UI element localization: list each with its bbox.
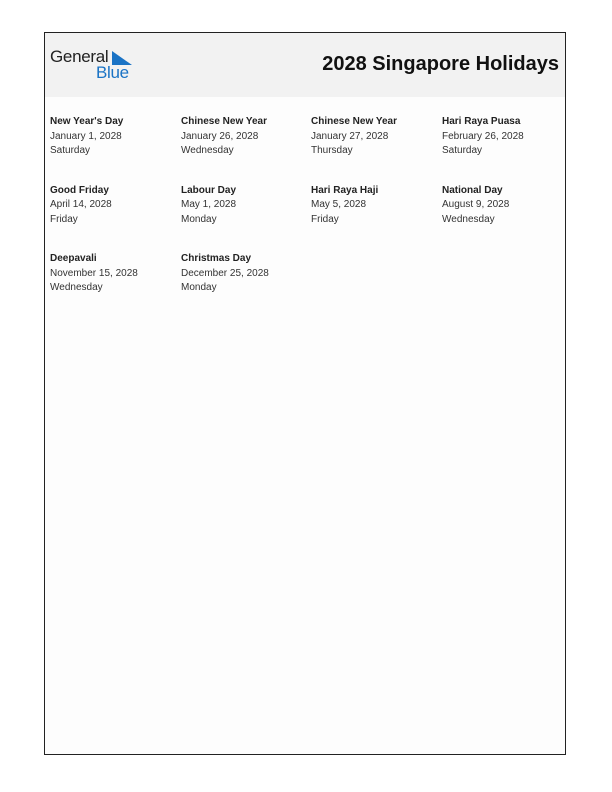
holiday-date: January 1, 2028 bbox=[50, 130, 122, 142]
holiday-name: Labour Day bbox=[181, 184, 237, 196]
holiday-weekday: Thursday bbox=[311, 145, 353, 156]
holiday-date: April 14, 2028 bbox=[50, 199, 112, 210]
holiday-item bbox=[50, 115, 181, 159]
holiday-grid bbox=[50, 115, 570, 296]
holiday-date: November 15, 2028 bbox=[50, 267, 138, 279]
holiday-date: February 26, 2028 bbox=[442, 130, 524, 142]
holiday-name: New Year's Day bbox=[50, 116, 124, 127]
holiday-date: January 27, 2028 bbox=[311, 130, 389, 142]
calendar-page bbox=[44, 32, 566, 755]
holiday-item bbox=[50, 184, 181, 228]
holiday-weekday: Wednesday bbox=[442, 213, 495, 225]
holiday-name: Hari Raya Puasa bbox=[442, 116, 521, 127]
holiday-name: National Day bbox=[442, 184, 503, 196]
holiday-weekday: Saturday bbox=[50, 145, 91, 156]
holiday-weekday: Monday bbox=[181, 282, 217, 293]
logo-general-text: General bbox=[50, 47, 109, 66]
holiday-date: December 25, 2028 bbox=[181, 267, 269, 279]
holiday-item bbox=[311, 184, 442, 228]
holiday-item bbox=[442, 115, 567, 159]
page-header bbox=[45, 33, 565, 97]
holiday-item bbox=[50, 252, 181, 296]
holiday-date: May 5, 2028 bbox=[311, 199, 367, 210]
holiday-weekday: Friday bbox=[50, 213, 78, 225]
holiday-date: August 9, 2028 bbox=[442, 199, 510, 210]
holiday-item bbox=[181, 252, 311, 296]
holiday-weekday: Saturday bbox=[442, 145, 483, 156]
logo[interactable] bbox=[50, 47, 140, 83]
holiday-date: January 26, 2028 bbox=[181, 130, 259, 142]
holiday-weekday: Wednesday bbox=[181, 145, 234, 156]
holiday-weekday: Friday bbox=[311, 213, 339, 225]
holiday-item bbox=[181, 115, 311, 159]
page-title: 2028 Singapore Holidays bbox=[322, 53, 559, 75]
holiday-name: Deepavali bbox=[50, 253, 97, 264]
holiday-name: Chinese New Year bbox=[181, 116, 267, 127]
holiday-name: Christmas Day bbox=[181, 253, 252, 264]
logo-blue-text: Blue bbox=[96, 63, 129, 82]
holiday-item bbox=[311, 115, 442, 159]
holiday-item bbox=[181, 184, 311, 228]
holiday-name: Hari Raya Haji bbox=[311, 184, 379, 196]
holiday-weekday: Wednesday bbox=[50, 282, 103, 293]
holiday-name: Good Friday bbox=[50, 184, 109, 196]
holiday-item bbox=[442, 184, 567, 228]
holiday-name: Chinese New Year bbox=[311, 116, 397, 127]
holiday-weekday: Monday bbox=[181, 213, 217, 225]
holiday-date: May 1, 2028 bbox=[181, 199, 237, 210]
